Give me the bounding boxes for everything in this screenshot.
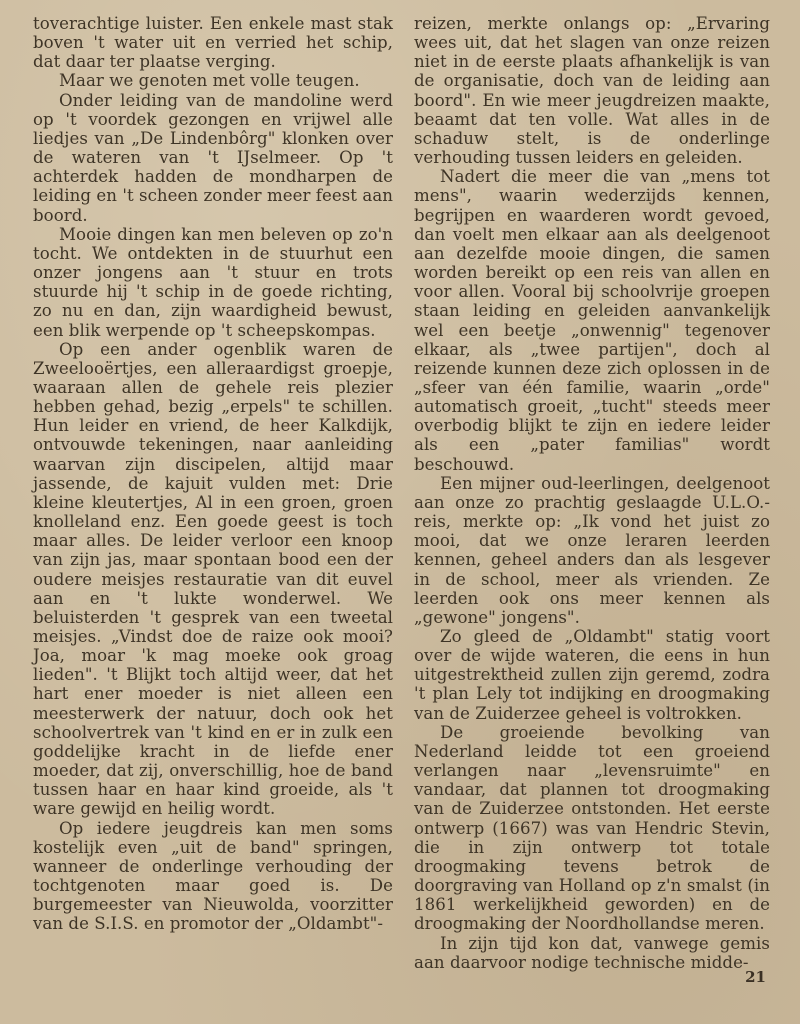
paragraph: toverachtige luister. Een enkele mast stak boven 't water uit en verried het schip, dat daar ter plaatse verging. (33, 14, 393, 72)
left-column (33, 14, 393, 934)
paragraph: Op een ander ogenblik waren de Zweelooërtjes, een alleraardigst groepje, waaraan allen de gehele reis plezier hebben gehad, bezig „erpels" te schillen. Hun leider en vriend, de heer Kalkdijk, ontvouwde tekeningen, naar aanleiding waarvan zijn discipelen, altijd maar jassende, de kajuit vulden met: Drie kleine kleutertjes, Al in een groen, groen knolleland enz. Een goede geest is toch maar alles. De leider verloor een knoop van zijn jas, maar spontaan bood een der oudere meisjes restauratie van dit euvel aan en 't lukte wonderwel. We beluisterden 't gesprek van een tweetal meisjes. „Vindst doe de raize ook mooi? Joa, moar 'k mag moeke ook groag lieden". 't Blijkt toch altijd weer, dat het hart ener moeder is niet alleen een meesterwerk der natuur, doch ook het schoolvertrek van 't kind en er in zulk een goddelijke kracht in de liefde ener moeder, dat zij, onverschillig, hoe de band tussen haar en haar kind groeide, als 't ware gewijd en heilig wordt. (33, 339, 393, 819)
paragraph: De groeiende bevolking van Nederland leidde tot een groeiend verlangen naar „levensruimte" en vandaar, dat plannen tot droogmaking van de Zuiderzee ontstonden. Het eerste ontwerp (1667) was van Hendric Stevin, die in zijn ontwerp tot totale droogmaking tevens betrok de doorgraving van Holland op z'n smalst (in 1861 werkelijkheid geworden) en de droogmaking der Noordhollandse meren. (414, 722, 770, 934)
paragraph: Maar we genoten met volle teugen. (59, 71, 360, 91)
paragraph: Een mijner oud-leerlingen, deelgenoot aan onze zo prachtig geslaagde U.L.O.-reis, merkte op: „Ik vond het juist zo mooi, dat we onze leraren leerden kennen, geheel anders dan als lesgever in de school, meer als vrienden. Ze leerden ook ons meer kennen als „gewone" jongens". (414, 473, 770, 627)
paragraph: Nadert die meer die van „mens tot mens", waarin wederzijds kennen, begrijpen en waarderen wordt gevoed, dan voelt men elkaar aan als deelgenoot aan dezelfde mooie dingen, die samen worden bereikt op een reis van allen en voor allen. Vooral bij schoolvrije groepen staan leiding en geleiden aanvankelijk wel een beetje „onwennig" tegenover elkaar, als „twee partijen", doch al reizende kunnen deze zich oplossen in de „sfeer van één familie, waarin „orde" automatisch groeit, „tucht" steeds meer overbodig blijkt te zijn en iedere leider als een „pater familias" wordt beschouwd. (414, 167, 770, 474)
paragraph: Mooie dingen kan men beleven op zo'n tocht. We ontdekten in de stuurhut een onzer jongens aan 't stuur en trots stuurde hij 't schip in de goede richting, zo nu en dan, zijn waardigheid bewust, een blik werpende op 't scheepskompas. (33, 224, 393, 340)
paragraph: Op iedere jeugdreis kan men soms kostelijk even „uit de band" springen, wanneer de onderlinge verhouding der tochtgenoten maar goed is. De burgemeester van Nieuwolda, voorzitter van de S.I.S. en promotor der „Oldambt"- (33, 818, 393, 934)
paragraph: Onder leiding van de mandoline werd op 't voordek gezongen en vrijwel alle liedjes van „De Lindenbôrg" klonken over de wateren van 't IJselmeer. Op 't achterdek hadden de mondharpen de leiding en 't scheen zonder meer feest aan boord. (33, 90, 393, 225)
paragraph: reizen, merkte onlangs op: „Ervaring wees uit, dat het slagen van onze reizen niet in de eerste plaats afhankelijk is van de organisatie, doch van de leiding aan boord". En wie meer jeugdreizen maakte, beaamt dat ten volle. Wat alles in de schaduw stelt, is de onderlinge verhouding tussen leiders en geleiden. (414, 14, 770, 168)
page-number: 21 (745, 968, 766, 986)
paragraph: Zo gleed de „Oldambt" statig voort over de wijde wateren, die eens in hun uitgestrektheid zullen zijn geremd, zodra 't plan Lely tot indijking en droogmaking van de Zuiderzee geheel is voltrokken. (414, 627, 770, 723)
paragraph: In zijn tijd kon dat, vanwege gemis aan daarvoor nodige technische midde- (414, 933, 770, 972)
right-column (414, 14, 770, 972)
